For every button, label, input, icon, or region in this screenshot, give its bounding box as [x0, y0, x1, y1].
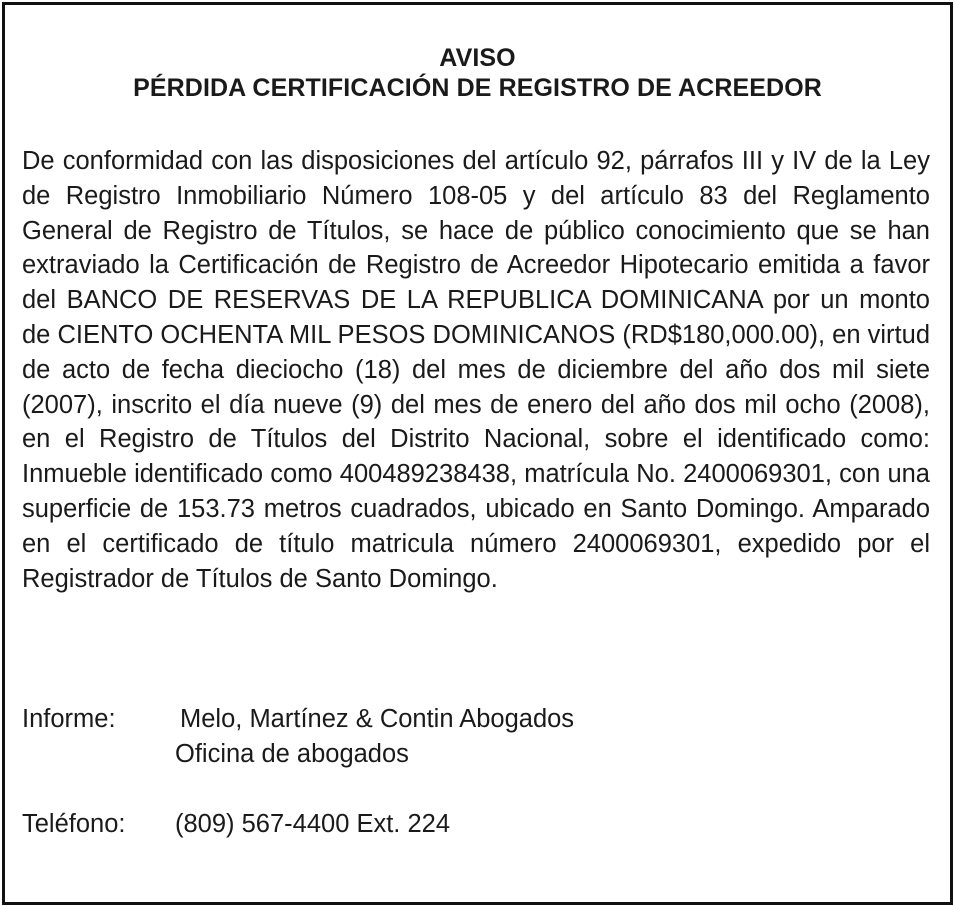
notice-body: De conformidad con las disposiciones del artículo 92, párrafos III y IV de la Ley de Registro Inmobiliario Número 108-05 y del artículo 83 del Reglamento General de Registro de Títulos, se hace de público conocimiento que se han extraviado la Certificación de Registro de Acreedor Hipotecario emitida a favor del BANCO DE RESERVAS DE LA REPUBLICA DOMINICANA por un monto de CIENTO OCHENTA MIL PESOS DOMINICANOS (RD$180,000.00), en virtud de acto de fecha dieciocho (18) del mes de diciembre del año dos mil siete (2007), inscrito el día nueve (9) del mes de enero del año dos mil ocho (2008), en el Registro de Títulos del Distrito Nacional, sobre el identificado como: Inmueble identificado como 400489238438, matrícula No. 2400069301, con una superficie de 153.73 metros cuadrados, ubicado en Santo Domingo. Amparado en el certificado de título matricula número 2400069301, expedido por el Registrador de Títulos de Santo Domingo.: [22, 147, 930, 593]
notice-frame: [2, 2, 953, 905]
firm-name: Melo, Martínez & Contin Abogados: [180, 705, 575, 733]
telefono-value: (809) 567-4400 Ext. 224: [175, 810, 451, 838]
notice-subtitle: PÉRDIDA CERTIFICACIÓN DE REGISTRO DE ACREEDOR: [133, 74, 822, 102]
notice-header: [5, 43, 950, 103]
firm-type: Oficina de abogados: [175, 740, 409, 768]
notice-title: AVISO: [439, 44, 516, 72]
telefono-label: Teléfono:: [22, 810, 126, 838]
informe-label: Informe:: [22, 705, 116, 733]
